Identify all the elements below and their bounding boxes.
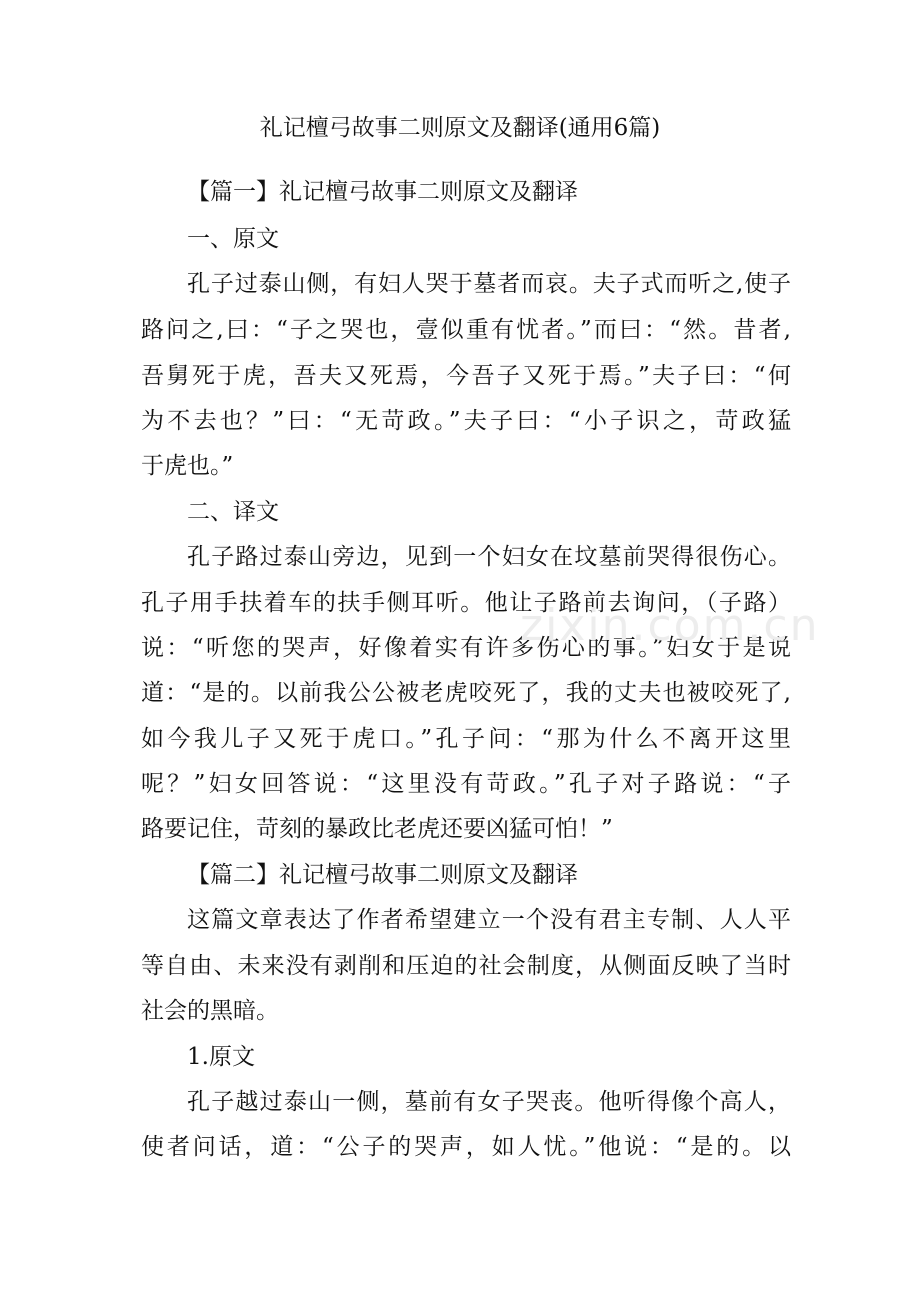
paragraph-line: 为不去也？”曰：“无苛政。”夫子曰：“小子识之，苛政猛 (141, 408, 791, 434)
paragraph-line: 如今我儿子又死于虎口。”孔子问：“那为什么不离开这里 (141, 726, 791, 752)
subheading-original-text-2: 1.原文 (187, 1044, 255, 1070)
paragraph-line: 孔子越过泰山一侧，墓前有女子哭丧。他听得像个高人， (187, 1089, 791, 1115)
paragraph-line: 这篇文章表达了作者希望建立一个没有君主专制、人人平 (187, 907, 791, 933)
section-heading-1: 【篇一】礼记檀弓故事二则原文及翻译 (187, 179, 578, 205)
paragraph-line: 孔子用手扶着车的扶手侧耳听。他让子路前去询问，（子路） (141, 590, 791, 616)
subheading-translation: 二、译文 (187, 499, 279, 525)
paragraph-line: 孔子过泰山侧，有妇人哭于墓者而哀。夫子式而听之,使子 (187, 271, 791, 297)
paragraph-line: 于虎也。” (141, 453, 234, 479)
paragraph-line: 路问之,曰：“子之哭也，壹似重有忧者。”而曰：“然。昔者, (141, 317, 791, 343)
document-title: 礼记檀弓故事二则原文及翻译(通用6篇) (259, 115, 661, 141)
paragraph-line: 社会的黑暗。 (141, 998, 279, 1024)
paragraph-line: 使者问话，道：“公子的哭声，如人忧。”他说：“是的。以 (141, 1134, 791, 1160)
paragraph-line: 说：“听您的哭声，好像着实有许多伤心的事。”妇女于是说 (141, 635, 791, 661)
subheading-original-text: 一、原文 (187, 226, 279, 252)
paragraph-line: 等自由、未来没有剥削和压迫的社会制度，从侧面反映了当时 (141, 953, 791, 979)
section-heading-2: 【篇二】礼记檀弓故事二则原文及翻译 (187, 862, 578, 888)
watermark: zixin.com.cn (520, 600, 820, 651)
paragraph-line: 吾舅死于虎，吾夫又死焉，今吾子又死于焉。”夫子曰：“何 (141, 363, 791, 389)
paragraph-line: 孔子路过泰山旁边，见到一个妇女在坟墓前哭得很伤心。 (187, 544, 791, 570)
paragraph-line: 路要记住，苛刻的暴政比老虎还要凶猛可怕！” (141, 816, 613, 842)
paragraph-line: 呢？”妇女回答说：“这里没有苛政。”孔子对子路说：“子 (141, 771, 791, 797)
paragraph-line: 道：“是的。以前我公公被老虎咬死了，我的丈夫也被咬死了, (141, 680, 791, 706)
